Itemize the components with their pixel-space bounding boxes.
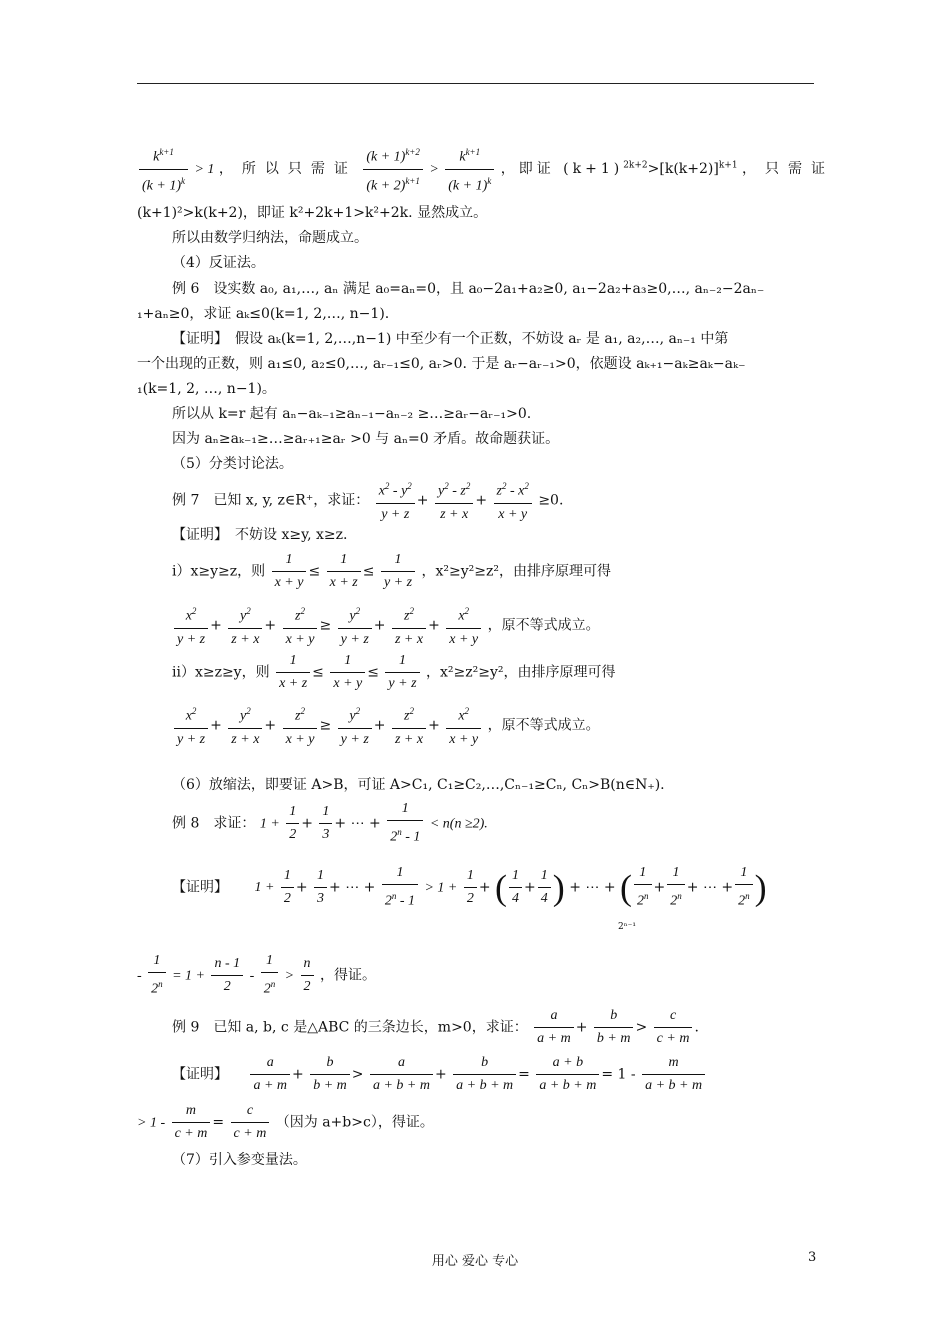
- brace-count-label: 2ⁿ⁻¹: [618, 922, 636, 932]
- math-line-k-plus-1: $\frac{k^{k+1}}{(k + 1)^k}$ > 1 ，所以只需证 $\frac{(k + 1)^{k+2}}{(k + 2)^{k+1}}$ > $\frac{k^{k+1}}{(k + 1)^k}$ ，即证 $(k+1)^{2k+2}>[k(k+2)]^{k+1}$ ，只需证: [137, 141, 834, 197]
- proof-6-line-2: 一个出现的正数，则 a₁≤0, a₂≤0,…, aᵣ₋₁≤0, aᵣ>0. 于是 aᵣ−aᵣ₋₁>0，依题设 aₖ₊₁−aₖ≥aₖ−aₖ₋: [137, 356, 746, 372]
- page-footer: 用心 爱心 专心: [431, 1254, 519, 1269]
- case-2-condition: ⅱ）x≥z≥y，则 $\frac{1}{x + z}$ ≤ $\frac{1}{x + y}$ ≤ $\frac{1}{y + z}$ ，x²≥z²≥y²，由排序原理可得: [172, 650, 615, 695]
- section-6-heading: （6）放缩法，即要证 A>B，可证 A>C₁, C₁≥C₂,…,Cₙ₋₁≥Cₙ, Cₙ>B(n∈N₊).: [172, 777, 665, 793]
- proof-9-line-1: 【证明】 $\frac{a}{a + m}$ + $\frac{b}{b + m}$ > $\frac{a}{a + b + m}$ + $\frac{b}{a + b + m}$ = $\frac{a + b}{a + b + m}$ = 1 - $\frac{m}{a + b + m}$: [172, 1052, 707, 1097]
- section-7-heading: （7）引入参变量法。: [172, 1152, 307, 1168]
- case-2-inequality: $\frac{x^2}{y + z}$ + $\frac{y^2}{z + x}$ + $\frac{z^2}{x + y}$ ≥ $\frac{y^2}{y + z}$ + $\frac{z^2}{z + x}$ + $\frac{x^2}{x + y}$ ，原不等式成立。: [172, 700, 600, 751]
- example-8: 例 8 求证： 1 + $\frac{1}{2}$ + $\frac{1}{3}$ + ⋯ + $\frac{1}{2^n - 1}$ < n(n ≥2).: [172, 798, 488, 849]
- section-4-heading: （4）反证法。: [172, 255, 265, 271]
- text-line-c: 所以由数学归纳法，命题成立。: [172, 230, 368, 246]
- example-6-line-2: ₁+aₙ≥0，求证 aₖ≤0(k=1, 2,…, n−1).: [137, 306, 390, 322]
- proof-6-line-5: 因为 aₙ≥aₖ₋₁≥…≥aᵣ₊₁≥aᵣ >0 与 aₙ=0 矛盾。故命题获证。: [172, 431, 560, 447]
- case-1-inequality: $\frac{x^2}{y + z}$ + $\frac{y^2}{z + x}$ + $\frac{z^2}{x + y}$ ≥ $\frac{y^2}{y + z}$ + $\frac{z^2}{z + x}$ + $\frac{x^2}{x + y}$ ，原不等式成立。: [172, 600, 600, 651]
- example-6-line-1: 例 6 设实数 a₀, a₁,…, aₙ 满足 a₀=aₙ=0，且 a₀−2a₁+a₂≥0, a₁−2a₂+a₃≥0,…, aₙ₋₂−2aₙ₋: [172, 281, 765, 297]
- proof-8-line-1: 【证明】 1 + $\frac{1}{2}$ + $\frac{1}{3}$ + ⋯ + $\frac{1}{2^n - 1}$ > 1 + $\frac{1}{2}$ + ( $\frac{1}{4}$ + $\frac{1}{4}$ ) + ⋯ + ( $\frac{1}{2^n}$ + $\frac{1}{2^n}$ + ⋯ + $\frac{1}{2^n}$ ): [172, 862, 767, 913]
- proof-7-line-1: 【证明】 不妨设 x≥y, x≥z.: [172, 527, 348, 543]
- text-line-b: (k+1)²>k(k+2)，即证 k²+2k+1>k²+2k. 显然成立。: [137, 205, 488, 221]
- proof-9-line-2: > 1 - $\frac{m}{c + m}$ = $\frac{c}{c + m}$ （因为 a+b>c），得证。: [137, 1100, 434, 1145]
- proof-6-line-3: ₁(k=1, 2, …, n−1)。: [137, 381, 276, 397]
- proof-label: 【证明】: [172, 331, 221, 347]
- case-1-condition: ⅰ）x≥y≥z，则 $\frac{1}{x + y}$ ≤ $\frac{1}{x + z}$ ≤ $\frac{1}{y + z}$ ，x²≥y²≥z²，由排序原理可得: [172, 549, 611, 594]
- example-7: 例 7 已知 x, y, z∈R⁺，求证： $\frac{x^2 - y^2}{y + z}$ + $\frac{y^2 - z^2}{z + x}$ + $\frac{z^2 - x^2}{x + y}$ ≥0.: [172, 475, 563, 526]
- header-rule: [137, 83, 814, 84]
- page-number: 3: [808, 1250, 817, 1265]
- proof-6-line-1: 【证明】 假设 aₖ(k=1, 2,…,n−1) 中至少有一个正数，不妨设 aᵣ 是 a₁, a₂,…, aₙ₋₁ 中第: [172, 331, 729, 347]
- proof-6-line-4: 所以从 k=r 起有 aₙ−aₖ₋₁≥aₙ₋₁−aₙ₋₂ ≥…≥aᵣ−aᵣ₋₁>0.: [172, 406, 532, 422]
- proof-8-line-2: - $\frac{1}{2^n}$ = 1 + $\frac{n - 1}{2}$ - $\frac{1}{2^n}$ > $\frac{n}{2}$ ，得证。: [137, 950, 376, 1001]
- section-5-heading: （5）分类讨论法。: [172, 456, 293, 472]
- example-9: 例 9 已知 a, b, c 是△ABC 的三条边长，m>0，求证： $\frac{a}{a + m}$ + $\frac{b}{b + m}$ > $\frac{c}{c + m}$ .: [172, 1005, 699, 1050]
